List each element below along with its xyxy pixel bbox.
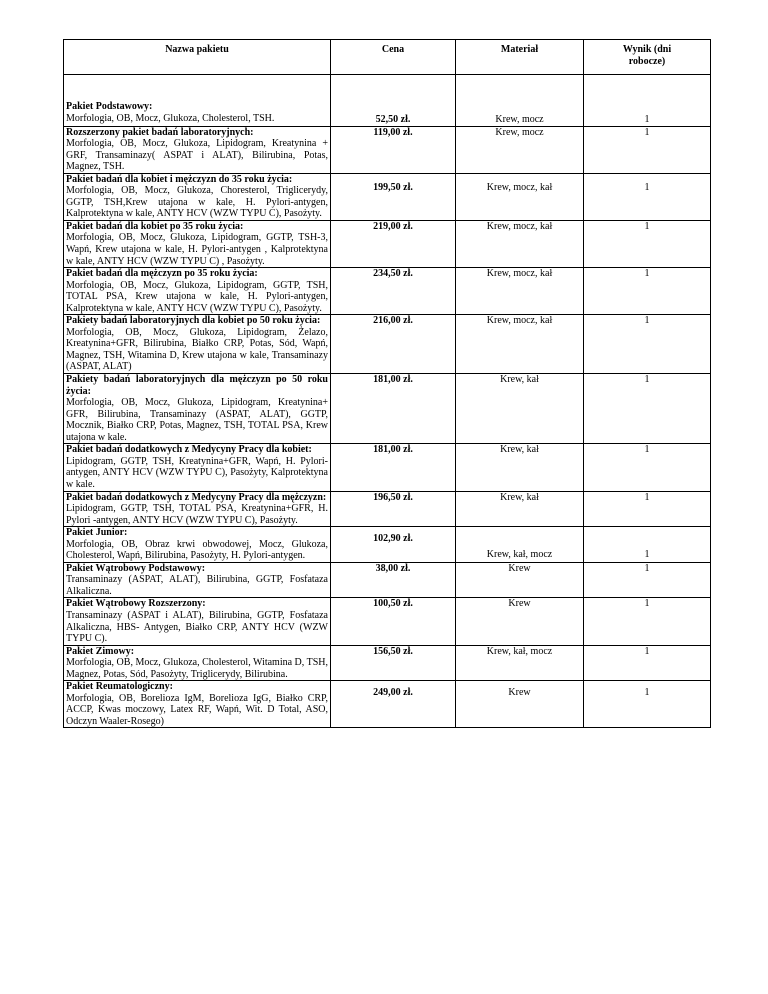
package-result-days: 1: [584, 315, 711, 374]
header-package-name: Nazwa pakietu: [64, 40, 331, 75]
package-result-days: 1: [584, 491, 711, 527]
package-name-cell: [64, 374, 331, 444]
package-name-cell: [64, 268, 331, 315]
table-row: [64, 681, 711, 728]
package-description: Transaminazy (ASPAT i ALAT), Bilirubina, GGTP, Fosfataza Alkaliczna, HBS- Antygen, Białko CRP, ANTY HCV (WZW TYPU C).: [66, 609, 328, 645]
package-title: Pakiety badań laboratoryjnych dla kobiet po 50 roku życia:: [66, 315, 321, 327]
package-price: 196,50 zł.: [331, 491, 456, 527]
table-row: [64, 444, 711, 491]
package-price: 102,90 zł.: [331, 527, 456, 563]
package-name-cell: [64, 491, 331, 527]
package-material: Krew, mocz: [456, 75, 584, 127]
package-material: Krew, mocz, kał: [456, 315, 584, 374]
package-result-days: 1: [584, 268, 711, 315]
package-material: Krew, mocz, kał: [456, 220, 584, 267]
package-name-cell: [64, 527, 331, 563]
table-row: [64, 562, 711, 598]
table-row: [64, 315, 711, 374]
package-material: Krew, kał, mocz: [456, 527, 584, 563]
package-result-days: 1: [584, 681, 711, 728]
package-name-cell: [64, 645, 331, 681]
package-description: Morfologia, OB, Mocz, Glukoza, Choresterol, Triglicerydy, GGTP, TSH,Krew utajona w kale, H. Pylori-antygen, Kalprotektyna w kale, ANTY HCV (WZW TYPU C), Pasożyty.: [66, 185, 328, 220]
package-material: Krew: [456, 681, 584, 728]
table-row: [64, 173, 711, 220]
package-material: Krew, mocz, kał: [456, 268, 584, 315]
package-material: Krew, kał: [456, 444, 584, 491]
package-price: 100,50 zł.: [331, 598, 456, 645]
package-description: Morfologia, OB, Mocz, Glukoza, Lipidogram, GGTP, TSH, TOTAL PSA, Krew utajona w kale, H. Pylori-antygen, Kalprotektyna w kale, ANTY HCV (WZW TYPU C), Pasożyty.: [66, 279, 328, 314]
package-price: 199,50 zł.: [331, 173, 456, 220]
package-description: Morfologia, OB, Mocz, Glukoza, Cholesterol, TSH.: [66, 112, 275, 124]
package-result-days: 1: [584, 444, 711, 491]
package-price: 234,50 zł.: [331, 268, 456, 315]
table-row: [64, 527, 711, 563]
package-price: 181,00 zł.: [331, 444, 456, 491]
package-title: Pakiet Reumatologiczny:: [66, 681, 173, 693]
table-row: [64, 374, 711, 444]
package-result-days: 1: [584, 374, 711, 444]
package-name-cell: [64, 444, 331, 491]
package-material: Krew, mocz, kał: [456, 173, 584, 220]
package-material: Krew, kał: [456, 491, 584, 527]
package-description: Morfologia, OB, Mocz, Glukoza, Cholesterol, Witamina D, TSH, Magnez, Potas, Sód, Pasożyty, Triglicerydy, Bilirubina.: [66, 657, 328, 680]
package-material: Krew: [456, 562, 584, 598]
package-title: Pakiet badań dodatkowych z Medycyny Pracy dla kobiet:: [66, 444, 312, 456]
package-name-cell: [64, 220, 331, 267]
package-description: Morfologia, OB, Mocz, Glukoza, Lipidogram, Kreatynina + GRF, Transaminazy( ASPAT i ALAT), Bilirubina, Potas, Magnez, TSH.: [66, 138, 328, 173]
table-row: [64, 268, 711, 315]
price-list-table: [63, 39, 711, 728]
package-title: Pakiet Wątrobowy Podstawowy:: [66, 562, 206, 574]
table-row: [64, 75, 711, 127]
package-price: 181,00 zł.: [331, 374, 456, 444]
package-description: Morfologia, OB, Mocz, Glukoza, Lipidogram, GGTP, TSH-3, Wapń, Krew utajona w kale, H. Pylori-antygen , Kalprotektyna w kale, ANTY HCV (WZW TYPU C) , Pasożyty.: [66, 232, 328, 267]
package-description: Morfologia, OB, Mocz, Glukoza, Lipidogram, Kreatynina+ GFR, Bilirubina, Transaminazy (ASPAT, ALAT), GGTP, Mocznik, Białko CRP, Potas, Magnez, TSH, TOTAL PSA, Krew utajona w kale.: [66, 397, 328, 443]
package-description: Morfologia, OB, Borelioza IgM, Borelioza IgG, Białko CRP, ACCP, Kwas moczowy, Latex RF, Wapń, Wit. D Total, ASO, Odczyn Waaler-Rosego): [66, 692, 328, 727]
package-result-days: 1: [584, 173, 711, 220]
package-material: Krew, kał: [456, 374, 584, 444]
package-title: Pakiet Podstawowy:: [66, 101, 153, 112]
package-price: 38,00 zł.: [331, 562, 456, 598]
table-row: [64, 220, 711, 267]
package-price: 249,00 zł.: [331, 681, 456, 728]
table-row: [64, 645, 711, 681]
package-name-cell: [64, 681, 331, 728]
header-price: Cena: [331, 40, 456, 75]
package-result-days: 1: [584, 527, 711, 563]
package-result-days: 1: [584, 645, 711, 681]
package-name-cell: [64, 173, 331, 220]
package-title: Pakiet Zimowy:: [66, 645, 135, 657]
package-price: 119,00 zł.: [331, 126, 456, 173]
package-name-cell: [64, 126, 331, 173]
package-material: Krew, mocz: [456, 126, 584, 173]
package-result-days: 1: [584, 220, 711, 267]
package-title: Pakiet badań dla kobiet po 35 roku życia:: [66, 220, 244, 232]
package-price: 216,00 zł.: [331, 315, 456, 374]
header-material: Materiał: [456, 40, 584, 75]
package-title: Pakiet badań dla mężczyzn po 35 roku życia:: [66, 268, 258, 280]
package-name-cell: [64, 598, 331, 645]
header-result-days: Wynik (dni robocze): [584, 40, 711, 75]
package-description: Morfologia, OB, Mocz, Glukoza, Lipidogram, Żelazo, Kreatynina+GFR, Bilirubina, Białko CRP, Potas, Sód, Wapń, Magnez, TSH, Witamina D, Krew utajona w kale, Transaminazy (ASPAT, ALAT): [66, 326, 328, 373]
table-row: [64, 598, 711, 645]
package-title: Pakiety badań laboratoryjnych dla mężczyzn po 50 roku życia:: [66, 374, 328, 397]
package-title: Pakiet Wątrobowy Rozszerzony:: [66, 598, 206, 610]
package-description: Lipidogram, GGTP, TSH, TOTAL PSA, Kreatynina+GFR, H. Pylori -antygen, ANTY HCV (WZW TYPU C), Pasożyty.: [66, 503, 328, 526]
package-price: 52,50 zł.: [331, 75, 456, 127]
package-name-cell: [64, 315, 331, 374]
package-title: Rozszerzony pakiet badań laboratoryjnych:: [66, 126, 254, 138]
package-title: Pakiet badań dla kobiet i mężczyzn do 35 roku życia:: [66, 173, 293, 185]
package-description: Morfologia, OB, Obraz krwi obwodowej, Mocz, Glukoza, Cholesterol, Wapń, Bilirubina, Pasożyty, H. Pylori-antygen.: [66, 538, 328, 562]
package-material: Krew: [456, 598, 584, 645]
package-title: Pakiet badań dodatkowych z Medycyny Pracy dla mężczyzn:: [66, 491, 327, 503]
package-description: Transaminazy (ASPAT, ALAT), Bilirubina, GGTP, Fosfataza Alkaliczna.: [66, 574, 328, 597]
package-description: Lipidogram, GGTP, TSH, Kreatynina+GFR, Wapń, H. Pylori-antygen, ANTY HCV (WZW TYPU C), Pasożyty, Kalprotektyna w kale.: [66, 455, 328, 490]
package-result-days: 1: [584, 562, 711, 598]
package-result-days: 1: [584, 598, 711, 645]
package-result-days: 1: [584, 75, 711, 127]
table-row: [64, 126, 711, 173]
package-result-days: 1: [584, 126, 711, 173]
package-material: Krew, kał, mocz: [456, 645, 584, 681]
package-name-cell: [64, 75, 331, 127]
package-price: 156,50 zł.: [331, 645, 456, 681]
table-row: [64, 491, 711, 527]
table-header-row: [64, 40, 711, 75]
package-name-cell: [64, 562, 331, 598]
package-price: 219,00 zł.: [331, 220, 456, 267]
package-title: Pakiet Junior:: [66, 527, 128, 539]
